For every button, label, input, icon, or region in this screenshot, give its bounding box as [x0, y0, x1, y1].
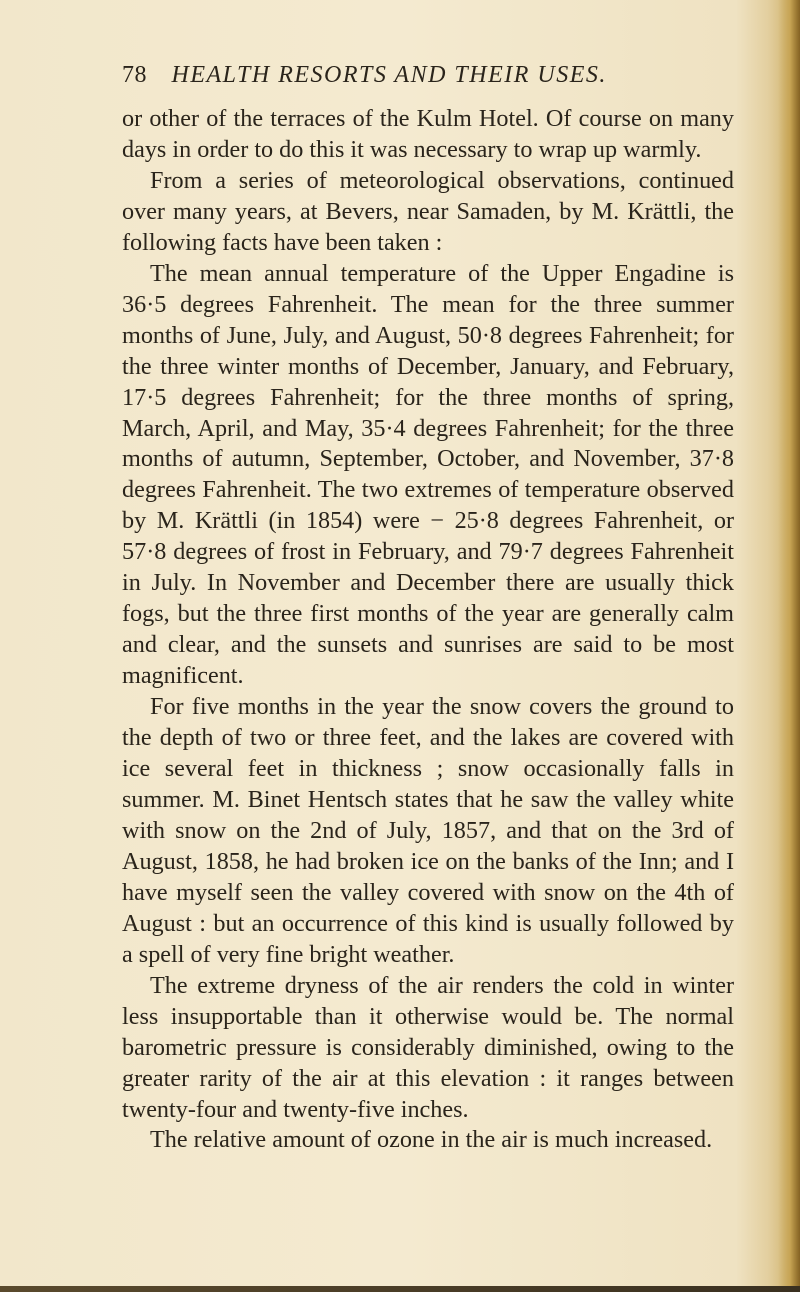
paragraph-ozone: The relative amount of ozone in the air is much increased. [150, 1126, 713, 1154]
paragraph-snow: For five months in the year the snow covers the ground to the depth of two or three feet, and the lakes are covered with ice several feet in thickness ; snow occasionally falls in summer. M. Binet Hentsch states that he saw the valley white with snow on the 2nd of July, 1857, and that on the 3rd of August, 1858, he had broken ice on the banks of the Inn; and I have myself seen the valley covered with snow on the 4th of August : but an occurrence of this kind is usually followed by a spell of very fine bright weather. [122, 693, 734, 968]
running-title: HEALTH RESORTS AND THEIR USES. [171, 62, 607, 88]
page-bottom-edge [0, 1286, 800, 1292]
body-text [122, 104, 734, 1156]
page-number: 78 [122, 62, 147, 88]
paragraph-dryness: The extreme dryness of the air renders the cold in winter less insupportable than it otherwise would be. The normal barometric pressure is considerably diminished, owing to the greater rarity of the air at this elevation : it ranges between twenty-four and twenty-five inches. [122, 971, 734, 1123]
paragraph-observations: From a series of meteorological observations, continued over many years, at Bevers, near Samaden, by M. Krättli, the following facts have been taken : [122, 166, 734, 256]
paragraph-temperatures: The mean annual temperature of the Upper Engadine is 36·5 degrees Fahrenheit. The mean for the three summer months of June, July, and August, 50·8 degrees Fahrenheit; for the three winter months of December, January, and February, 17·5 degrees Fahrenheit; for the three months of spring, March, April, and May, 35·4 degrees Fahrenheit; for the three months of autumn, September, October, and November, 37·8 degrees Fahrenheit. The two extremes of temperature observed by M. Krättli (in 1854) were − 25·8 degrees Fahrenheit, or 57·8 degrees of frost in February, and 79·7 degrees Fahrenheit in July. In November and December there are usually thick fogs, but the three first months of the year are generally calm and clear, and the sunsets and sunrises are said to be most magnificent. [122, 259, 734, 690]
page-edge-shadow [778, 0, 800, 1292]
running-header [122, 62, 722, 89]
paragraph-continued: or other of the terraces of the Kulm Hotel. Of course on many days in order to do this it was necessary to wrap up warmly. [122, 105, 734, 163]
